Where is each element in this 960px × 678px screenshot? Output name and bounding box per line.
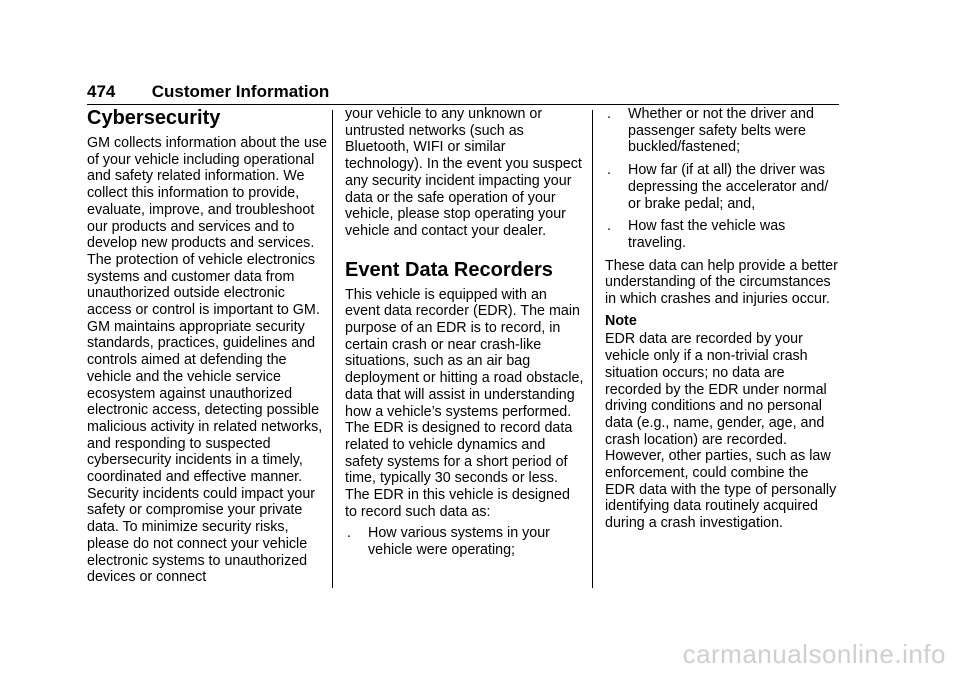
edr-bullet-item xyxy=(605,106,841,156)
cybersecurity-heading: Cybersecurity xyxy=(87,107,221,129)
edr-intro-paragraph: This vehicle is equipped with an event data recorder (EDR). The main purpose of an EDR is to record, in certain crash or near crash-like situations, such as an air bag deployment or hitting a road obstacle, data that will assist in understanding how a vehicle’s systems performed. The EDR is designed to record data related to vehicle dynamics and safety systems for a short period of time, typically 30 seconds or less. The EDR in this vehicle is designed to record such data as: xyxy=(345,286,584,520)
watermark-text: carmanualsonline.info xyxy=(682,639,946,669)
bullet-text: How far (if at all) the driver was depressing the accelerator and/ or brake pedal; and, xyxy=(628,162,829,212)
column-2 xyxy=(345,106,585,565)
page-number: 474 xyxy=(87,82,116,101)
bullet-marker: . xyxy=(607,162,611,179)
page-header xyxy=(87,82,839,105)
section-title: Customer Information xyxy=(151,82,330,101)
note-label: Note xyxy=(605,312,637,329)
cybersecurity-paragraph-2: your vehicle to any unknown or untrusted networks (such as Bluetooth, WIFI or similar technology). In the event you suspect any security incident impacting your data or the safe operation of your vehicle, please stop operating your vehicle and contact your dealer. xyxy=(345,106,582,239)
note-paragraph: EDR data are recorded by your vehicle only if a non-trivial crash situation occurs; no data are recorded by the EDR under normal driving conditions and no personal data (e.g., name, gender, age, and crash location) are recorded. However, other parties, such as law enforcement, could combine the EDR data with the type of personally identifying data routinely acquired during a crash investigation. xyxy=(605,331,837,532)
column-3 xyxy=(605,106,841,537)
edr-bullet-item xyxy=(345,525,585,558)
cybersecurity-paragraph-1: GM collects information about the use of your vehicle including operational and safety related information. We collect this information to provide, evaluate, improve, and troubleshoot our products and services and to develop new products and services. The protection of vehicle electronics systems and customer data from unauthorized outside electronic access or control is important to GM. GM maintains appropriate security standards, practices, guidelines and controls aimed at defending the vehicle and the vehicle service ecosystem against unauthorized electronic access, detecting possible malicious activity in related networks, and responding to suspected cybersecurity incidents in a timely, coordinated and effective manner. Security incidents could impact your safety or compromise your private data. To minimize security risks, please do not connect your vehicle electronic systems to unauthorized devices or connect xyxy=(87,135,327,586)
bullet-marker: . xyxy=(607,106,611,122)
edr-heading: Event Data Recorders xyxy=(345,258,553,281)
column-divider-2 xyxy=(592,110,593,588)
column-divider-1 xyxy=(332,110,333,588)
bullet-marker: . xyxy=(607,218,611,235)
edr-bullet-item xyxy=(605,162,841,212)
column-1 xyxy=(87,106,327,591)
bullet-marker: . xyxy=(347,525,351,542)
bullet-text: How fast the vehicle was traveling. xyxy=(628,218,786,251)
bullet-text: Whether or not the driver and passenger safety belts were buckled/fastened; xyxy=(628,106,814,156)
edr-summary-paragraph: These data can help provide a better understanding of the circumstances in which crashes and injuries occur. xyxy=(605,257,838,308)
edr-bullet-item xyxy=(605,218,841,251)
bullet-text: How various systems in your vehicle were operating; xyxy=(368,525,550,559)
